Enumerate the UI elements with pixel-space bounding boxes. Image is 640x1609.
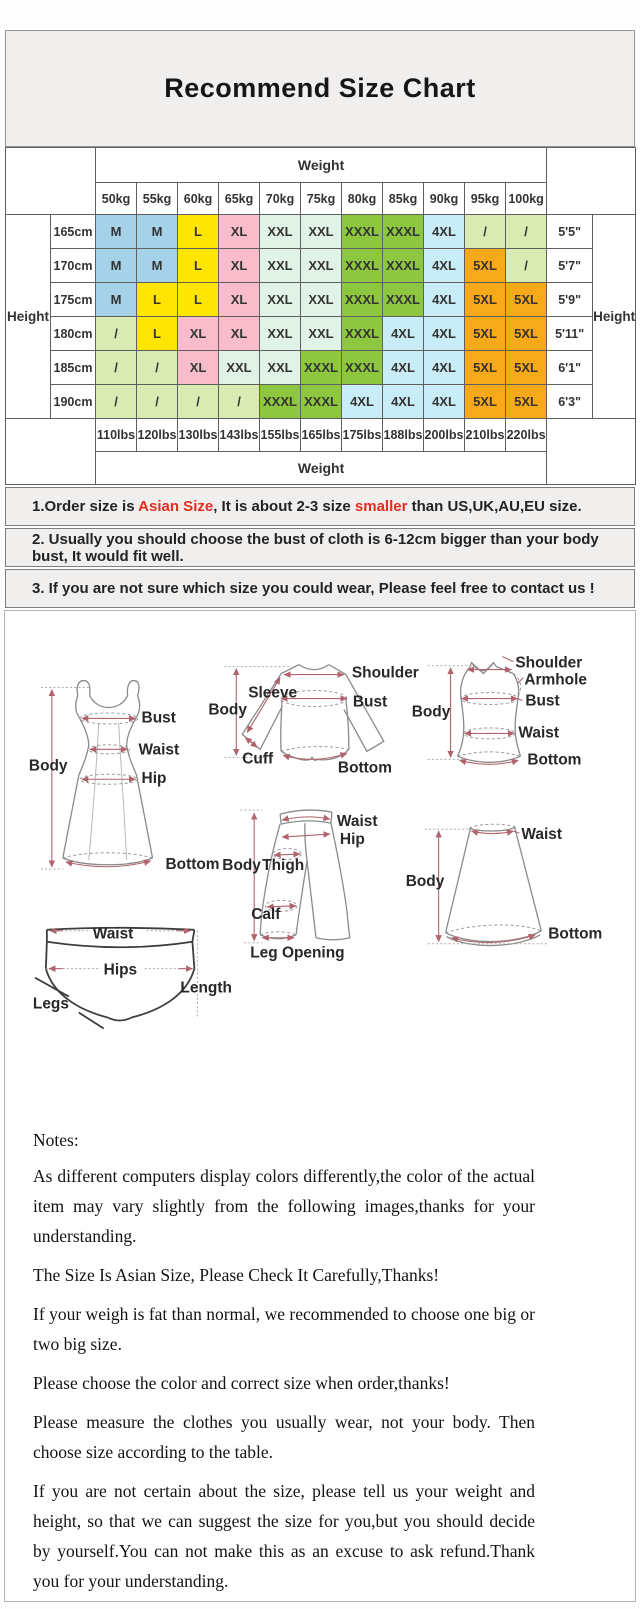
size-chart-table xyxy=(5,147,636,485)
size-cell: XXXL xyxy=(342,283,383,317)
skirt-waist-label: Waist xyxy=(521,826,562,844)
size-cell: XXXL xyxy=(260,385,301,419)
corner-bottom-left xyxy=(6,419,96,485)
size-cell: XXL xyxy=(219,351,260,385)
shirt-cuff-label: Cuff xyxy=(242,750,274,768)
measurement-panel xyxy=(4,610,636,1602)
notes-heading: Notes: xyxy=(33,1130,79,1150)
kg-label: 100kg xyxy=(506,183,547,215)
skirt-diagram xyxy=(406,824,603,945)
size-cell: XXXL xyxy=(383,249,424,283)
size-cell: XL xyxy=(219,283,260,317)
kg-label: 55kg xyxy=(137,183,178,215)
table-row xyxy=(6,351,636,385)
order-notes xyxy=(5,487,635,610)
size-cell: / xyxy=(219,385,260,419)
size-cell: / xyxy=(96,317,137,351)
order-note-part: , It is about 2-3 size xyxy=(213,498,355,515)
notes-paragraph: Please measure the clothes you usually wear, not your body. Then choose size according to the table. xyxy=(33,1412,535,1462)
lbs-label: 130lbs xyxy=(178,419,219,452)
kg-label: 65kg xyxy=(219,183,260,215)
order-note-part: 3. If you are not sure which size you could wear, Please feel free to contact us ! xyxy=(32,580,595,597)
size-cell: XXXL xyxy=(383,283,424,317)
size-cell: XXXL xyxy=(383,215,424,249)
table-row xyxy=(6,215,636,249)
size-cell: L xyxy=(178,215,219,249)
size-cell: 4XL xyxy=(424,385,465,419)
weight-header-top: Weight xyxy=(96,148,547,183)
page-title: Recommend Size Chart xyxy=(164,73,476,103)
size-cell: / xyxy=(137,385,178,419)
size-cell: 4XL xyxy=(383,317,424,351)
dress-bottom-label: Bottom xyxy=(165,855,220,873)
size-cell: XXL xyxy=(260,249,301,283)
notes-paragraph: If you are not certain about the size, please tell us your weight and height, so that we can suggest the size for you,but you should decide by yourself.You can not make this as an excuse to ask refund.Thank you for your understanding. xyxy=(33,1481,535,1591)
pants-diagram xyxy=(222,810,377,962)
size-cell: 5XL xyxy=(465,385,506,419)
lbs-label: 200lbs xyxy=(424,419,465,452)
skirt-bottom-label: Bottom xyxy=(548,925,603,943)
size-cell: XXL xyxy=(301,317,342,351)
size-cell: L xyxy=(178,283,219,317)
kg-row xyxy=(6,183,636,215)
briefs-length-label: Length xyxy=(180,979,232,997)
kg-label: 75kg xyxy=(301,183,342,215)
height-imperial: 6'1" xyxy=(547,351,593,385)
size-cell: / xyxy=(96,385,137,419)
pants-thigh-label: Thigh xyxy=(262,856,305,874)
shirt-bottom-label: Bottom xyxy=(337,759,392,777)
garment-measurement-diagrams xyxy=(5,611,635,1111)
order-note-row xyxy=(5,487,635,526)
size-cell: L xyxy=(137,317,178,351)
height-imperial: 5'9" xyxy=(547,283,593,317)
height-header-right: Height xyxy=(593,215,636,419)
lbs-label: 120lbs xyxy=(137,419,178,452)
lbs-label: 188lbs xyxy=(383,419,424,452)
notes-paragraph: As different computers display colors differently,the color of the actual item may vary slightly from the following images,thanks for your understanding. xyxy=(33,1166,535,1246)
vest-waist-label: Waist xyxy=(518,724,559,742)
size-cell: 5XL xyxy=(506,283,547,317)
table-row xyxy=(6,385,636,419)
height-cm: 180cm xyxy=(51,317,96,351)
briefs-legs-label: Legs xyxy=(32,995,69,1013)
size-cell: 5XL xyxy=(465,283,506,317)
size-cell: / xyxy=(178,385,219,419)
dress-hip-label: Hip xyxy=(141,770,167,788)
size-cell: XXXL xyxy=(342,215,383,249)
height-cm: 170cm xyxy=(51,249,96,283)
lbs-label: 220lbs xyxy=(506,419,547,452)
size-cell: XXXL xyxy=(342,249,383,283)
kg-label: 70kg xyxy=(260,183,301,215)
skirt-body-label: Body xyxy=(405,872,445,890)
kg-label: 80kg xyxy=(342,183,383,215)
height-imperial: 6'3" xyxy=(547,385,593,419)
shirt-diagram xyxy=(208,665,418,777)
height-imperial: 5'11" xyxy=(547,317,593,351)
lbs-label: 110lbs xyxy=(96,419,137,452)
size-cell: XL xyxy=(219,215,260,249)
order-note-text xyxy=(32,498,582,515)
size-cell: L xyxy=(137,283,178,317)
weight-header-row xyxy=(6,148,636,183)
size-cell: 5XL xyxy=(465,351,506,385)
size-cell: XL xyxy=(178,351,219,385)
size-cell: XXL xyxy=(260,317,301,351)
size-cell: XL xyxy=(219,249,260,283)
dress-diagram xyxy=(29,681,220,873)
vest-bust-label: Bust xyxy=(525,692,560,710)
size-cell: XL xyxy=(178,317,219,351)
corner-top-right xyxy=(547,148,636,215)
size-cell: M xyxy=(137,215,178,249)
size-cell: XXXL xyxy=(342,317,383,351)
lbs-label: 143lbs xyxy=(219,419,260,452)
kg-label: 50kg xyxy=(96,183,137,215)
shirt-shoulder-label: Shoulder xyxy=(351,664,419,682)
lbs-label: 155lbs xyxy=(260,419,301,452)
vest-diagram xyxy=(412,655,588,769)
shirt-sleeve-label: Sleeve xyxy=(248,684,298,702)
vest-bottom-label: Bottom xyxy=(527,751,582,769)
notes-paragraph: The Size Is Asian Size, Please Check It Carefully,Thanks! xyxy=(33,1265,440,1285)
size-cell: 4XL xyxy=(424,317,465,351)
dress-bust-label: Bust xyxy=(141,709,176,727)
order-note-part: 2. Usually you should choose the bust of cloth is 6-12cm bigger than your body bust, It would fit well. xyxy=(32,530,599,565)
briefs-waist-label: Waist xyxy=(92,925,134,943)
dress-body-label: Body xyxy=(28,757,68,775)
size-cell: XXL xyxy=(301,283,342,317)
notes-paragraph: If your weigh is fat than normal, we recommended to choose one big or two big size. xyxy=(33,1304,535,1354)
size-cell: 5XL xyxy=(506,351,547,385)
size-cell: 4XL xyxy=(424,215,465,249)
size-cell: 4XL xyxy=(424,283,465,317)
lbs-row xyxy=(6,419,636,452)
size-cell: 5XL xyxy=(506,385,547,419)
size-cell: XXXL xyxy=(301,351,342,385)
shirt-bust-label: Bust xyxy=(352,693,388,711)
size-cell: 5XL xyxy=(465,317,506,351)
size-cell: L xyxy=(178,249,219,283)
size-cell: 5XL xyxy=(506,317,547,351)
size-cell: XXXL xyxy=(301,385,342,419)
order-note-text xyxy=(32,531,634,565)
height-cm: 165cm xyxy=(51,215,96,249)
order-note-part: 1.Order size is xyxy=(32,498,139,515)
pants-body-label: Body xyxy=(222,856,261,874)
size-cell: / xyxy=(506,249,547,283)
size-cell: XXL xyxy=(260,283,301,317)
weight-footer-row xyxy=(6,452,636,485)
kg-label: 60kg xyxy=(178,183,219,215)
pants-leg-opening-label: Leg Opening xyxy=(250,944,345,962)
size-cell: 4XL xyxy=(383,385,424,419)
briefs-diagram xyxy=(33,926,232,1029)
vest-armhole-label: Armhole xyxy=(524,671,587,689)
table-row xyxy=(6,283,636,317)
corner-bottom-right xyxy=(547,419,636,485)
order-note-text xyxy=(32,580,595,597)
briefs-hips-label: Hips xyxy=(103,961,138,979)
pants-hip-label: Hip xyxy=(339,831,365,849)
size-cell: XXL xyxy=(301,249,342,283)
table-row xyxy=(6,249,636,283)
height-cm: 175cm xyxy=(51,283,96,317)
height-cm: 190cm xyxy=(51,385,96,419)
lbs-label: 210lbs xyxy=(465,419,506,452)
vest-body-label: Body xyxy=(411,703,451,721)
size-cell: / xyxy=(465,215,506,249)
order-note-row xyxy=(5,569,635,608)
size-cell: 4XL xyxy=(342,385,383,419)
vest-shoulder-label: Shoulder xyxy=(515,654,583,672)
order-note-part: smaller xyxy=(354,498,408,515)
size-cell: M xyxy=(96,249,137,283)
kg-label: 85kg xyxy=(383,183,424,215)
size-cell: M xyxy=(96,283,137,317)
table-row xyxy=(6,317,636,351)
height-cm: 185cm xyxy=(51,351,96,385)
lbs-label: 175lbs xyxy=(342,419,383,452)
size-cell: XL xyxy=(219,317,260,351)
size-cell: 4XL xyxy=(424,351,465,385)
size-cell: 4XL xyxy=(383,351,424,385)
kg-label: 90kg xyxy=(424,183,465,215)
order-note-part: Asian Size xyxy=(138,498,214,515)
notes-paragraph: Please choose the color and correct size when order,thanks! xyxy=(33,1373,450,1393)
kg-label: 95kg xyxy=(465,183,506,215)
size-cell: XXL xyxy=(260,215,301,249)
size-cell: / xyxy=(137,351,178,385)
order-note-part: than US,UK,AU,EU size. xyxy=(407,498,582,515)
lbs-label: 165lbs xyxy=(301,419,342,452)
height-imperial: 5'5" xyxy=(547,215,593,249)
size-cell: / xyxy=(506,215,547,249)
size-cell: M xyxy=(96,215,137,249)
corner-top-left xyxy=(6,148,96,215)
bottom-notes xyxy=(33,1125,535,1596)
size-cell: 4XL xyxy=(424,249,465,283)
title-panel xyxy=(5,30,635,147)
size-cell: M xyxy=(137,249,178,283)
weight-header-bottom: Weight xyxy=(96,452,547,485)
height-imperial: 5'7" xyxy=(547,249,593,283)
height-header-left: Height xyxy=(6,215,51,419)
pants-calf-label: Calf xyxy=(251,905,281,923)
size-cell: / xyxy=(96,351,137,385)
size-cell: XXL xyxy=(260,351,301,385)
pants-waist-label: Waist xyxy=(336,813,378,831)
shirt-body-label: Body xyxy=(208,701,247,719)
order-note-row xyxy=(5,528,635,567)
size-cell: 5XL xyxy=(465,249,506,283)
dress-waist-label: Waist xyxy=(138,741,180,759)
size-cell: XXXL xyxy=(342,351,383,385)
size-cell: XXL xyxy=(301,215,342,249)
